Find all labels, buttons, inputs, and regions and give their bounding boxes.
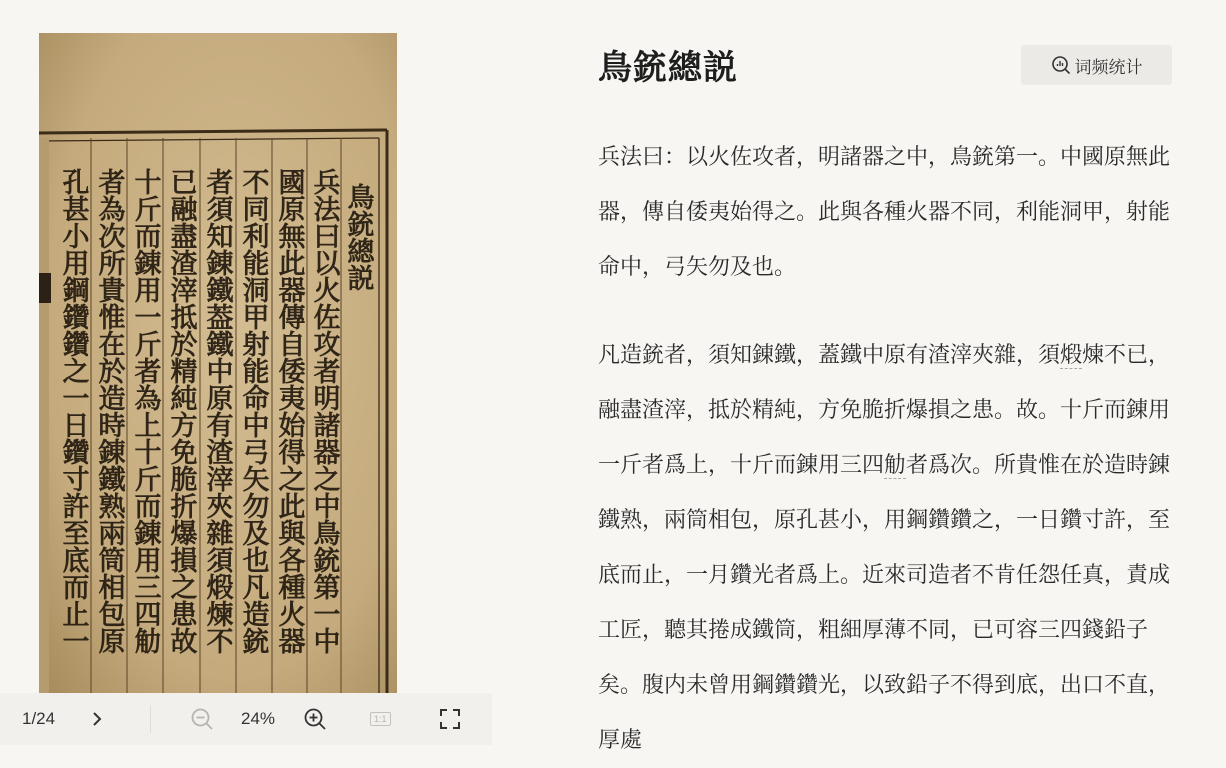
- word-frequency-button[interactable]: [1021, 45, 1172, 85]
- scan-column: 十斤而錬用一斤者為上十斤而錬用三四觔: [129, 168, 161, 654]
- paragraph-text: 凡造銃者，須知錬鐵，蓋鐵中原有渣滓夾雜，須: [598, 343, 1061, 368]
- scan-column: 兵法曰以火佐攻者明諸器之中鳥銃第一中: [308, 168, 340, 654]
- scan-column: 者為次所貴惟在於造時錬鐵熟兩筒相包原: [93, 168, 125, 654]
- paragraph-text: 者爲次。所貴惟在於造時錬鐵熟，兩筒相包，原孔甚小，用鋼鑽鑽之，一日鑽寸許，至底而止，一月鑽光者爲上。近來司造者不肯任怨任真，責成工匠，聽其捲成鐵筒，粗細厚薄不同，已可容三四錢鉛子矣。腹内未曾用鋼鑽鑽光，以致鉛子不得到底，出口不直，厚處: [598, 453, 1171, 753]
- next-page-button[interactable]: [89, 693, 105, 745]
- chevron-right-icon: [89, 711, 105, 727]
- fullscreen-button[interactable]: [439, 693, 461, 745]
- zoom-out-icon: [190, 707, 214, 731]
- paragraph-text: 兵法曰：以火佐攻者，明諸器之中，鳥銃第一。中國原無此器，傳自倭夷始得之。此與各種火器不同，利能洞甲，射能命中，弓矢勿及也。: [598, 145, 1171, 280]
- scan-column: 孔甚小用鋼鑽鑽之一日鑽寸許至底而止一: [57, 168, 89, 654]
- zoom-in-icon: [303, 707, 327, 731]
- word-frequency-label: 词频统计: [1074, 57, 1143, 78]
- zoom-in-button[interactable]: [303, 693, 327, 745]
- scan-column-title: 鳥銃總説: [342, 183, 374, 291]
- article-paragraph: [598, 130, 1180, 295]
- zoom-out-button[interactable]: [190, 693, 214, 745]
- fullscreen-icon: [439, 708, 461, 730]
- word-frequency-search-icon: [1051, 55, 1071, 75]
- paragraph-text: 煉不已，融盡渣滓，抵於精純，方免脆折爆損之患。故。十斤而錬用一斤者爲上，十斤而錬用三四: [598, 343, 1171, 478]
- glossary-term[interactable]: 煅: [1060, 343, 1083, 368]
- page-indicator: 1/24: [22, 709, 56, 728]
- toolbar-divider: [150, 705, 151, 733]
- actual-size-icon: 1:1: [370, 712, 391, 726]
- article-body: [598, 130, 1180, 768]
- scan-column: 不同利能洞甲射能命中弓矢勿及也凡造銃: [237, 168, 269, 654]
- scan-column: 者須知錬鐵葢鐵中原有渣滓夾雜須煅煉不: [201, 168, 233, 654]
- viewer-toolbar: [0, 693, 492, 745]
- glossary-term[interactable]: 觔: [884, 453, 907, 478]
- page-title: 鳥銃總説: [598, 48, 738, 88]
- zoom-level: 24%: [241, 709, 276, 728]
- scan-column: 已融盡渣滓抵於精純方免脆折爆損之患故: [165, 168, 197, 654]
- actual-size-button[interactable]: [370, 693, 391, 745]
- scan-column: 國原無此器傳自倭夷始得之此與各種火器: [273, 168, 305, 654]
- scan-page-image[interactable]: [39, 33, 397, 693]
- article-paragraph: [598, 328, 1180, 768]
